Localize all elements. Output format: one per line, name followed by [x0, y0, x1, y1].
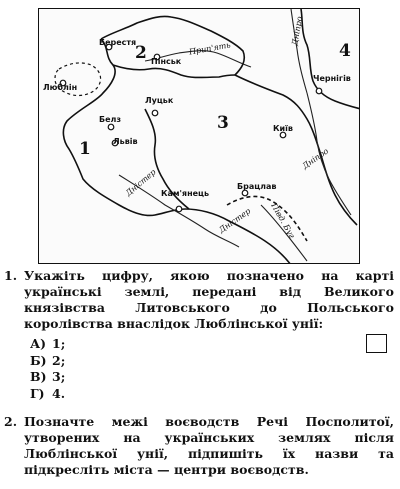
- option-a-value: 1;: [52, 336, 66, 351]
- city-label-lublin: Люблін: [43, 83, 78, 92]
- city-label-kyiv: Київ: [273, 124, 293, 133]
- option-b-value: 2;: [52, 352, 66, 368]
- river-label-dnister: Дністер: [124, 167, 158, 198]
- region-number-3: 3: [217, 113, 229, 133]
- question-2-text: Позначте межі воєводств Речі Посполитої, утворених на українських землях після Люблінської унії, підпишіть їх назви та підкресліть міста — центри воєводств.: [24, 414, 394, 477]
- option-b[interactable]: [30, 353, 65, 370]
- question-1-number: 1.: [4, 268, 18, 283]
- question-1-text: Укажіть цифру, якою позначено на карті українські землі, передані від Великого князівства Литовського до Польського королівства внаслідок Люблінської унії:: [24, 268, 394, 331]
- option-b-letter: Б): [30, 352, 47, 368]
- option-c-value: 3;: [52, 369, 66, 384]
- city-label-kamianets: Кам'янець: [161, 189, 210, 198]
- option-c[interactable]: [30, 369, 65, 386]
- option-d-letter: Г): [30, 385, 45, 401]
- option-a[interactable]: [30, 336, 65, 353]
- question-1: [4, 268, 394, 332]
- river-label-dnipro-top: Дніпро: [290, 15, 305, 47]
- option-d-value: 4.: [52, 385, 66, 401]
- region-number-2: 2: [135, 43, 147, 63]
- city-label-bratslav: Брацлав: [237, 182, 277, 191]
- city-label-pinsk: Пінськ: [151, 57, 182, 66]
- river-label-dnister-2: Дністер: [217, 206, 253, 235]
- map: [38, 8, 360, 264]
- answer-box[interactable]: [366, 334, 387, 353]
- region-number-1: 1: [79, 139, 91, 159]
- option-c-letter: В): [30, 369, 47, 384]
- river-label-dnipro-right: Дніпро: [300, 146, 331, 171]
- city-label-lviv: Львів: [113, 137, 138, 146]
- question-2-number: 2.: [4, 414, 18, 429]
- option-a-letter: А): [30, 336, 47, 351]
- city-label-chernihiv: Чернігів: [313, 74, 351, 83]
- river-label-pivd-buh: Півд. Буг: [269, 201, 297, 240]
- river-label-pripyat: Прип'ять: [188, 40, 232, 57]
- city-label-berestia: Берестя: [99, 38, 137, 47]
- question-2: [4, 414, 394, 478]
- city-label-belz: Белз: [99, 115, 122, 124]
- option-d[interactable]: [30, 386, 65, 403]
- region-number-4: 4: [339, 41, 351, 61]
- question-1-options: [30, 336, 65, 402]
- city-label-lutsk: Луцьк: [145, 96, 174, 105]
